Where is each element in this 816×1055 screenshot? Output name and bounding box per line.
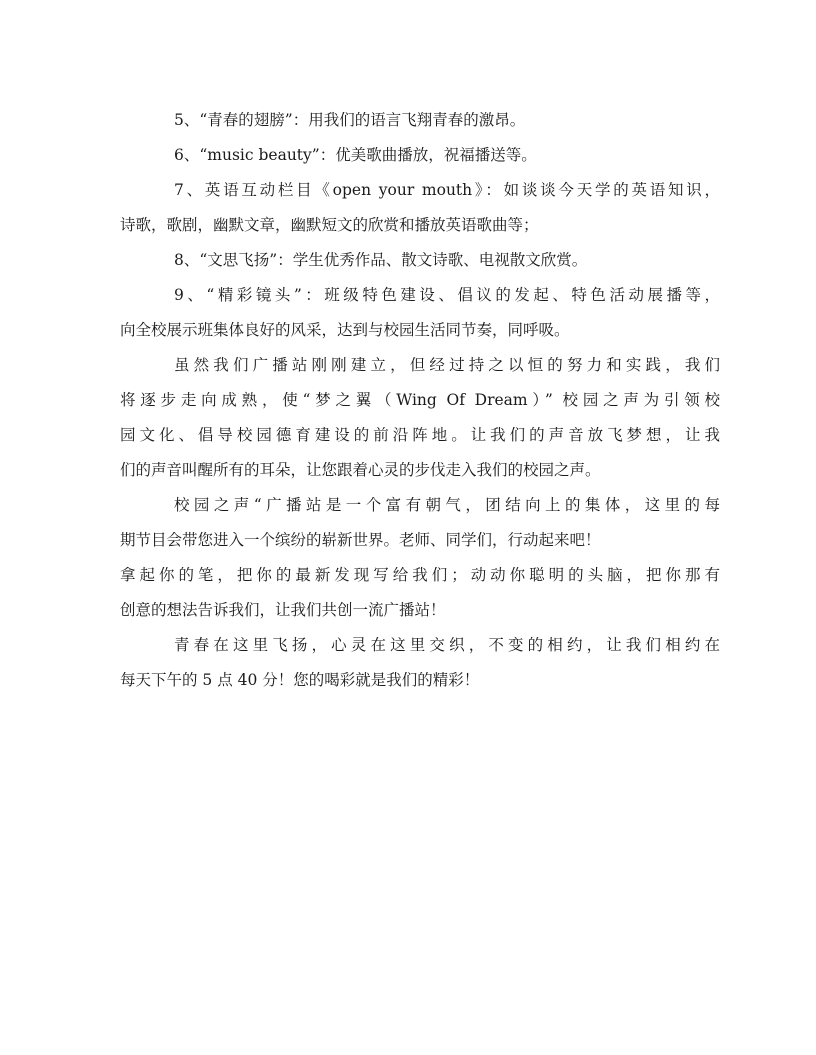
paragraph-line: 诗歌，歌剧，幽默文章，幽默短文的欣赏和播放英语歌曲等； bbox=[120, 216, 539, 234]
paragraph-line: 校园之声“广播站是一个富有朝气，团结向上的集体，这里的每 bbox=[174, 496, 720, 514]
paragraph-line: 青春在这里飞扬，心灵在这里交织，不变的相约，让我们相约在 bbox=[174, 636, 720, 654]
document-body bbox=[120, 103, 720, 698]
paragraph-line: 虽然我们广播站刚刚建立，但经过持之以恒的努力和实践，我们 bbox=[174, 356, 720, 374]
paragraph-line: 拿起你的笔，把你的最新发现写给我们；动动你聪明的头脑，把你那有 bbox=[120, 566, 720, 584]
paragraph-line: 将逐步走向成熟，使“梦之翼（Wing Of Dream）” 校园之声为引领校 bbox=[120, 391, 720, 409]
paragraph-line: 5、“青春的翅膀”：用我们的语言飞翔青春的激昂。 bbox=[174, 111, 526, 129]
paragraph-line: 6、“music beauty”：优美歌曲播放，祝福播送等。 bbox=[174, 146, 537, 164]
paragraph-line: 每天下午的 5 点 40 分！您的喝彩就是我们的精彩！ bbox=[120, 671, 480, 689]
paragraph-line: 向全校展示班集体良好的风采，达到与校园生活同节奏，同呼吸。 bbox=[120, 321, 570, 339]
paragraph-line: 7、英语互动栏目《open your mouth》：如谈谈今天学的英语知识， bbox=[174, 181, 720, 199]
paragraph-line: 园文化、倡导校园德育建设的前沿阵地。让我们的声音放飞梦想，让我 bbox=[120, 426, 720, 444]
paragraph-line: 9、“精彩镜头”：班级特色建设、倡议的发起、特色活动展播等， bbox=[174, 286, 720, 304]
paragraph-line: 8、“文思飞扬”：学生优秀作品、散文诗歌、电视散文欣赏。 bbox=[174, 251, 588, 269]
paragraph-line: 期节目会带您进入一个缤纷的崭新世界。老师、同学们，行动起来吧！ bbox=[120, 531, 601, 549]
paragraph-line: 们的声音叫醒所有的耳朵，让您跟着心灵的步伐走入我们的校园之声。 bbox=[120, 461, 601, 479]
paragraph-line: 创意的想法告诉我们，让我们共创一流广播站！ bbox=[120, 601, 446, 619]
